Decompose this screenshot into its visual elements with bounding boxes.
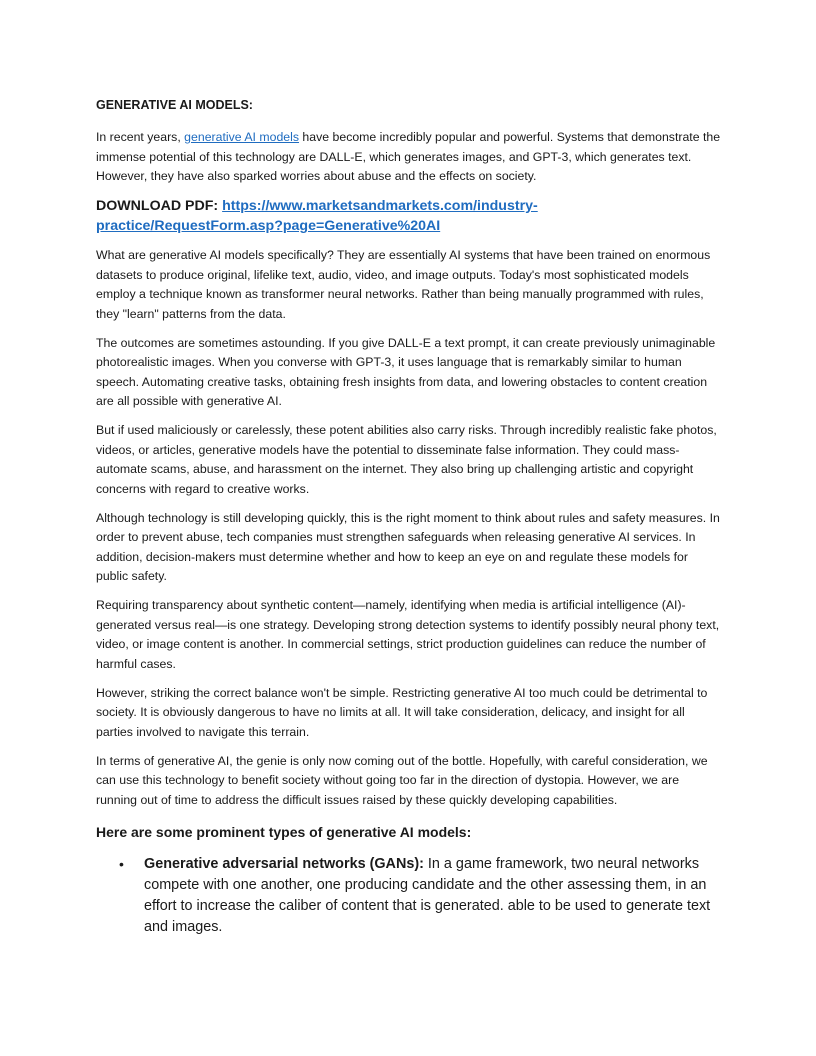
types-list	[96, 854, 722, 938]
types-heading: Here are some prominent types of generative AI models:	[96, 824, 472, 840]
paragraph: But if used maliciously or carelessly, these potent abilities also carry risks. Through incredibly realistic fake photos, videos, or articles, generative models have the potential to disseminate false information. They could mass-automate scams, abuse, and harassment on the internet. They also bring up challenging artistic and copyright concerns with regard to creative works.	[96, 423, 717, 496]
paragraph: Although technology is still developing quickly, this is the right moment to think about rules and safety measures. In order to prevent abuse, tech companies must strengthen safeguards when releasing generative AI services. In addition, decision-makers must determine whether and how to keep an eye on and regulate these models for public safety.	[96, 510, 720, 583]
document-body	[96, 96, 722, 938]
list-item-term: Generative adversarial networks (GANs):	[144, 856, 424, 872]
download-label: DOWNLOAD PDF:	[96, 198, 223, 214]
generative-ai-models-link[interactable]: generative AI models	[184, 130, 300, 144]
bullet-icon: •	[119, 856, 124, 872]
list-item	[96, 854, 722, 938]
page-title: GENERATIVE AI MODELS:	[96, 98, 253, 112]
download-pdf-link[interactable]: https://www.marketsandmarkets.com/industry-practice/RequestForm.asp?page=Generative%20AI	[96, 198, 538, 234]
paragraph: Requiring transparency about synthetic content—namely, identifying when media is artificial intelligence (AI)-generated versus real—is one strategy. Developing strong detection systems to identify possibly neural phony text, video, or image content is another. In commercial settings, strict production guidelines can reduce the number of harmful cases.	[96, 598, 720, 671]
paragraph: In terms of generative AI, the genie is only now coming out of the bottle. Hopefully, with careful consideration, we can use this technology to benefit society without going too far in the direction of dystopia. However, we are running out of time to address the difficult issues raised by these quickly developing capabilities.	[96, 753, 708, 807]
intro-text-before: In recent years,	[96, 130, 185, 144]
paragraph: What are generative AI models specifically? They are essentially AI systems that have been trained on enormous datasets to produce original, lifelike text, audio, video, and image outputs. Today's most sophisticated models employ a technique known as transformer neural networks. Rather than being manually programmed with rules, they "learn" patterns from the data.	[96, 248, 711, 321]
download-pdf-line	[96, 196, 722, 236]
intro-text-after: have become incredibly popular and powerful. Systems that demonstrate the immense potential of this technology are DALL-E, which generates images, and GPT-3, which generates text. However, they have also sparked worries about abuse and the effects on society.	[96, 130, 721, 183]
intro-paragraph	[96, 128, 722, 187]
paragraph: However, striking the correct balance won't be simple. Restricting generative AI too much could be detrimental to society. It is obviously dangerous to have no limits at all. It will take consideration, delicacy, and insight for all parties involved to navigate this terrain.	[96, 685, 708, 739]
list-item-description: In a game framework, two neural networks compete with one another, one producing candidate and the other assessing them, in an effort to increase the caliber of content that is generated. able to be used to generate text and images.	[144, 856, 711, 935]
paragraph: The outcomes are sometimes astounding. If you give DALL-E a text prompt, it can create previously unimaginable photorealistic images. When you converse with GPT-3, it uses language that is remarkably similar to human speech. Automating creative tasks, obtaining fresh insights from data, and lowering obstacles to content creation are all possible with generative AI.	[96, 335, 716, 408]
